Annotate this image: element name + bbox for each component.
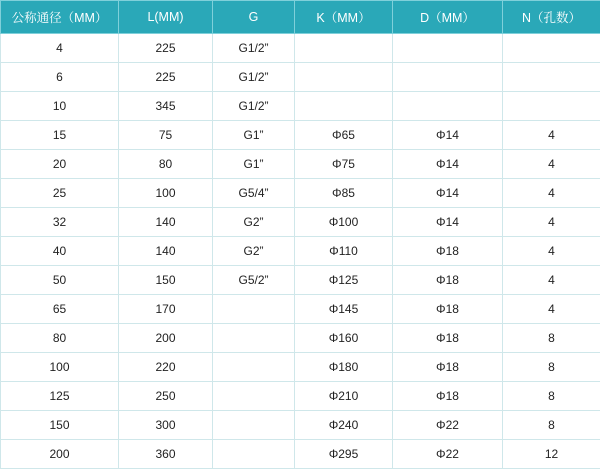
cell-d: Φ14 <box>393 150 503 179</box>
cell-nominal-diameter: 150 <box>1 411 119 440</box>
cell-k <box>295 34 393 63</box>
cell-l: 225 <box>119 63 213 92</box>
cell-d: Φ14 <box>393 179 503 208</box>
cell-nominal-diameter: 80 <box>1 324 119 353</box>
cell-k: Φ210 <box>295 382 393 411</box>
table-row <box>1 179 600 208</box>
cell-g <box>213 353 295 382</box>
cell-d <box>393 63 503 92</box>
cell-n: 12 <box>503 440 600 469</box>
cell-k: Φ110 <box>295 237 393 266</box>
cell-d: Φ18 <box>393 324 503 353</box>
table-header-row <box>1 1 600 34</box>
column-header-g: G <box>213 1 295 34</box>
cell-d: Φ18 <box>393 353 503 382</box>
table-row <box>1 92 600 121</box>
cell-d <box>393 34 503 63</box>
cell-g: G5/2” <box>213 266 295 295</box>
cell-l: 345 <box>119 92 213 121</box>
cell-nominal-diameter: 100 <box>1 353 119 382</box>
table-row <box>1 121 600 150</box>
cell-g: G2” <box>213 237 295 266</box>
cell-d: Φ18 <box>393 266 503 295</box>
cell-l: 100 <box>119 179 213 208</box>
cell-l: 75 <box>119 121 213 150</box>
cell-n: 8 <box>503 382 600 411</box>
cell-nominal-diameter: 6 <box>1 63 119 92</box>
cell-n: 4 <box>503 208 600 237</box>
cell-l: 360 <box>119 440 213 469</box>
table-row <box>1 237 600 266</box>
cell-n: 4 <box>503 150 600 179</box>
cell-g <box>213 324 295 353</box>
cell-d: Φ18 <box>393 295 503 324</box>
cell-nominal-diameter: 4 <box>1 34 119 63</box>
cell-l: 170 <box>119 295 213 324</box>
cell-l: 220 <box>119 353 213 382</box>
cell-k: Φ65 <box>295 121 393 150</box>
cell-g: G1/2” <box>213 92 295 121</box>
cell-l: 250 <box>119 382 213 411</box>
cell-k: Φ75 <box>295 150 393 179</box>
cell-g: G5/4” <box>213 179 295 208</box>
cell-n: 8 <box>503 324 600 353</box>
cell-l: 150 <box>119 266 213 295</box>
cell-k: Φ160 <box>295 324 393 353</box>
cell-nominal-diameter: 50 <box>1 266 119 295</box>
table-row <box>1 353 600 382</box>
cell-n: 4 <box>503 295 600 324</box>
cell-nominal-diameter: 15 <box>1 121 119 150</box>
cell-g: G1” <box>213 121 295 150</box>
table-row <box>1 63 600 92</box>
cell-l: 140 <box>119 237 213 266</box>
cell-n: 4 <box>503 266 600 295</box>
cell-k: Φ100 <box>295 208 393 237</box>
cell-nominal-diameter: 32 <box>1 208 119 237</box>
cell-k: Φ85 <box>295 179 393 208</box>
cell-nominal-diameter: 25 <box>1 179 119 208</box>
table-row <box>1 411 600 440</box>
cell-l: 300 <box>119 411 213 440</box>
cell-nominal-diameter: 10 <box>1 92 119 121</box>
cell-n: 4 <box>503 121 600 150</box>
cell-nominal-diameter: 20 <box>1 150 119 179</box>
table-header <box>1 1 600 34</box>
cell-d: Φ14 <box>393 208 503 237</box>
table-body <box>1 34 600 469</box>
cell-k <box>295 92 393 121</box>
cell-k: Φ180 <box>295 353 393 382</box>
cell-g <box>213 440 295 469</box>
cell-n: 4 <box>503 237 600 266</box>
cell-n <box>503 63 600 92</box>
cell-k: Φ240 <box>295 411 393 440</box>
cell-n <box>503 92 600 121</box>
cell-n: 8 <box>503 353 600 382</box>
cell-n: 4 <box>503 179 600 208</box>
table-row <box>1 295 600 324</box>
cell-nominal-diameter: 40 <box>1 237 119 266</box>
cell-l: 225 <box>119 34 213 63</box>
column-header-d: D（MM） <box>393 1 503 34</box>
table-row <box>1 34 600 63</box>
cell-l: 140 <box>119 208 213 237</box>
cell-k <box>295 63 393 92</box>
cell-nominal-diameter: 125 <box>1 382 119 411</box>
cell-g <box>213 295 295 324</box>
cell-g: G1/2” <box>213 34 295 63</box>
column-header-n: N（孔数） <box>503 1 600 34</box>
cell-nominal-diameter: 65 <box>1 295 119 324</box>
cell-g <box>213 382 295 411</box>
cell-d: Φ18 <box>393 382 503 411</box>
table-row <box>1 324 600 353</box>
cell-n <box>503 34 600 63</box>
column-header-nominal-diameter: 公称通径（MM） <box>1 1 119 34</box>
cell-g <box>213 411 295 440</box>
cell-l: 200 <box>119 324 213 353</box>
cell-g: G1/2” <box>213 63 295 92</box>
cell-nominal-diameter: 200 <box>1 440 119 469</box>
cell-d: Φ14 <box>393 121 503 150</box>
table-row <box>1 208 600 237</box>
cell-g: G1” <box>213 150 295 179</box>
cell-n: 8 <box>503 411 600 440</box>
column-header-k: K（MM） <box>295 1 393 34</box>
table-row <box>1 382 600 411</box>
cell-k: Φ145 <box>295 295 393 324</box>
cell-g: G2” <box>213 208 295 237</box>
cell-d: Φ18 <box>393 237 503 266</box>
table-row <box>1 150 600 179</box>
cell-k: Φ295 <box>295 440 393 469</box>
cell-d: Φ22 <box>393 411 503 440</box>
cell-k: Φ125 <box>295 266 393 295</box>
cell-l: 80 <box>119 150 213 179</box>
cell-d: Φ22 <box>393 440 503 469</box>
cell-d <box>393 92 503 121</box>
table-row <box>1 440 600 469</box>
table-row <box>1 266 600 295</box>
column-header-l: L(MM) <box>119 1 213 34</box>
